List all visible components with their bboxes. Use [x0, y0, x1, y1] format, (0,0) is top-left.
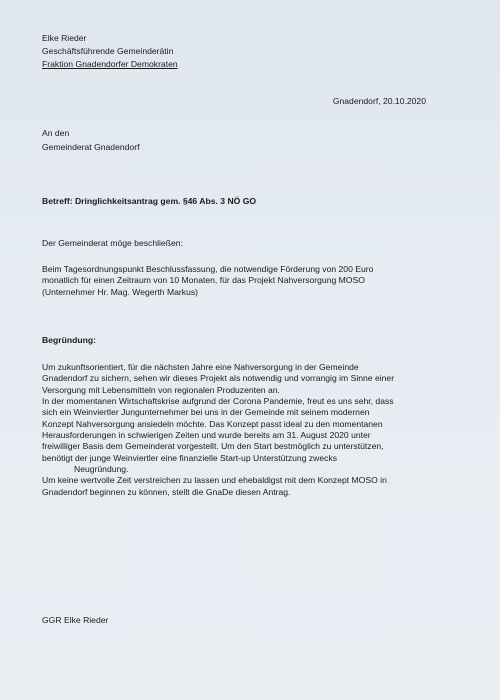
- reason-line: benötigt der junge Weinviertler eine finanzielle Start-up Unterstützung zwecks: [42, 452, 338, 463]
- recipient-line-2: Gemeinderat Gnadendorf: [42, 142, 140, 152]
- reason-line: Konzept Nahversorgung ansiedeln möchte. Das Konzept passt ideal zu den momentanen: [42, 418, 383, 429]
- reason-line: freiwilliger Basis dem Gemeinderat vorgestellt. Um den Start bestmöglich zu unterstützen,: [42, 441, 384, 452]
- recipient-block: [42, 128, 139, 156]
- reason-line: Um keine wertvolle Zeit verstreichen zu lassen und ehebaldigst mit dem Konzept MOSO in: [42, 475, 387, 486]
- reason-paragraph: [42, 362, 462, 498]
- motion-line: (Unternehmer Hr. Mag. Wegerth Markus): [42, 286, 199, 297]
- reason-line: Gnadendorf beginnen zu können, stellt die GnaDe diesen Antrag.: [42, 486, 291, 497]
- recipient-line-1: An den: [42, 128, 70, 138]
- subject-line: Betreff: Dringlichkeitsantrag gem. §46 Abs. 3 NÖ GO: [42, 196, 257, 206]
- sender-block: [42, 33, 178, 72]
- sender-name: Elke Rieder: [42, 33, 87, 43]
- reason-line: Um zukunftsorientiert, für die nächsten Jahre eine Nahversorgung in der Gemeinde: [42, 362, 359, 372]
- sender-role: Geschäftsführende Gemeinderätin: [42, 46, 174, 56]
- reason-line: Versorgung mit Lebensmitteln von regionalen Produzenten an.: [42, 384, 280, 395]
- reason-line: sich ein Weinviertler Jungunternehmer bei uns in der Gemeinde mit seinem modernen: [42, 407, 370, 418]
- motion-line: monatlich für einen Zeitraum von 10 Monaten, für das Projekt Nahversorgung MOSO: [42, 275, 365, 286]
- intro-line: Der Gemeinderat möge beschließen:: [42, 238, 183, 248]
- signature-line: GGR Elke Rieder: [42, 615, 109, 625]
- reason-line: Gnadendorf zu sichern, sehen wir dieses Projekt als notwendig und vorrangig im Sinne einer: [42, 373, 395, 384]
- reason-line: Herausforderungen in schwierigen Zeiten und wurde bereits am 31. August 2020 unter: [42, 430, 371, 441]
- motion-line: Beim Tagesordnungspunkt Beschlussfassung, die notwendige Förderung von 200 Euro: [42, 264, 374, 274]
- motion-paragraph: [42, 264, 462, 298]
- reason-line: Neugründung.: [74, 464, 129, 475]
- reason-heading: Begründung:: [42, 335, 96, 345]
- date-line: Gnadendorf, 20.10.2020: [332, 96, 426, 106]
- reason-line: In der momentanen Wirtschaftskrise aufgrund der Corona Pandemie, freut es uns sehr, dass: [42, 396, 394, 407]
- sender-faction: Fraktion Gnadendorfer Demokraten: [42, 59, 178, 69]
